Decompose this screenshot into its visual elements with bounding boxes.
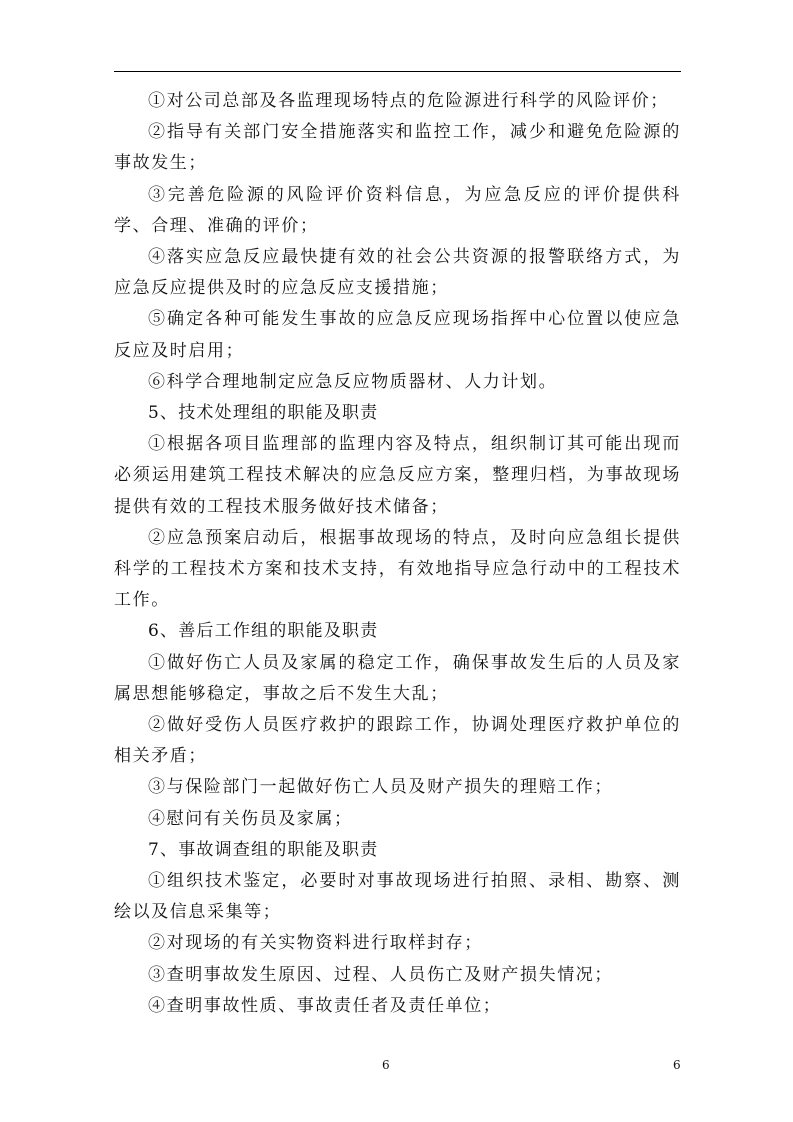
section4-item-6: ⑥科学合理地制定应急反应物质器材、人力计划。 <box>148 371 558 392</box>
header-rule <box>114 71 681 72</box>
section6-item-2: ②做好受伤人员医疗救护的跟踪工作，协调处理医疗救护单位的相关矛盾； <box>114 715 681 767</box>
page-number-center: 6 <box>382 1058 390 1072</box>
section7-item-3: ③查明事故发生原因、过程、人员伤亡及财产损失情况； <box>148 964 613 985</box>
document-body <box>114 86 681 1022</box>
section4-item-1: ①对公司总部及各监理现场特点的危险源进行科学的风险评价； <box>148 91 669 111</box>
section5-heading: 5、技术处理组的职能及职责 <box>148 403 379 424</box>
section5-item-1: ①根据各项目监理部的监理内容及特点，组织制订其可能出现而必须运用建筑工程技术解决的应急反应方案，整理归档，为事故现场提供有效的工程技术服务做好技术储备； <box>114 434 681 517</box>
section4-item-2: ②指导有关部门安全措施落实和监控工作，减少和避免危险源的事故发生； <box>114 122 681 174</box>
section6-item-3: ③与保险部门一起做好伤亡人员及财产损失的理赔工作； <box>148 777 613 798</box>
section5-item-2: ②应急预案启动后，根据事故现场的特点，及时向应急组长提供科学的工程技术方案和技术支持，有效地指导应急行动中的工程技术工作。 <box>114 527 681 611</box>
section4-item-3: ③完善危险源的风险评价资料信息，为应急反应的评价提供科学、合理、准确的评价； <box>114 184 681 236</box>
section7-heading: 7、事故调查组的职能及职责 <box>148 839 379 860</box>
section6-heading: 6、善后工作组的职能及职责 <box>148 621 379 642</box>
section7-item-1: ①组织技术鉴定，必要时对事故现场进行拍照、录相、勘察、测绘以及信息采集等； <box>114 871 681 923</box>
section6-item-1: ①做好伤亡人员及家属的稳定工作，确保事故发生后的人员及家属思想能够稳定，事故之后不发生大乱； <box>114 652 681 704</box>
section6-item-4: ④慰问有关伤员及家属； <box>148 808 353 829</box>
section7-item-4: ④查明事故性质、事故责任者及责任单位； <box>148 995 502 1016</box>
page-number-right: 6 <box>673 1058 681 1072</box>
section4-item-5: ⑤确定各种可能发生事故的应急反应现场指挥中心位置以使应急反应及时启用； <box>114 309 681 361</box>
section4-item-4: ④落实应急反应最快捷有效的社会公共资源的报警联络方式，为应急反应提供及时的应急反应支援措施； <box>114 247 681 299</box>
section7-item-2: ②对现场的有关实物资料进行取样封存； <box>148 933 483 954</box>
